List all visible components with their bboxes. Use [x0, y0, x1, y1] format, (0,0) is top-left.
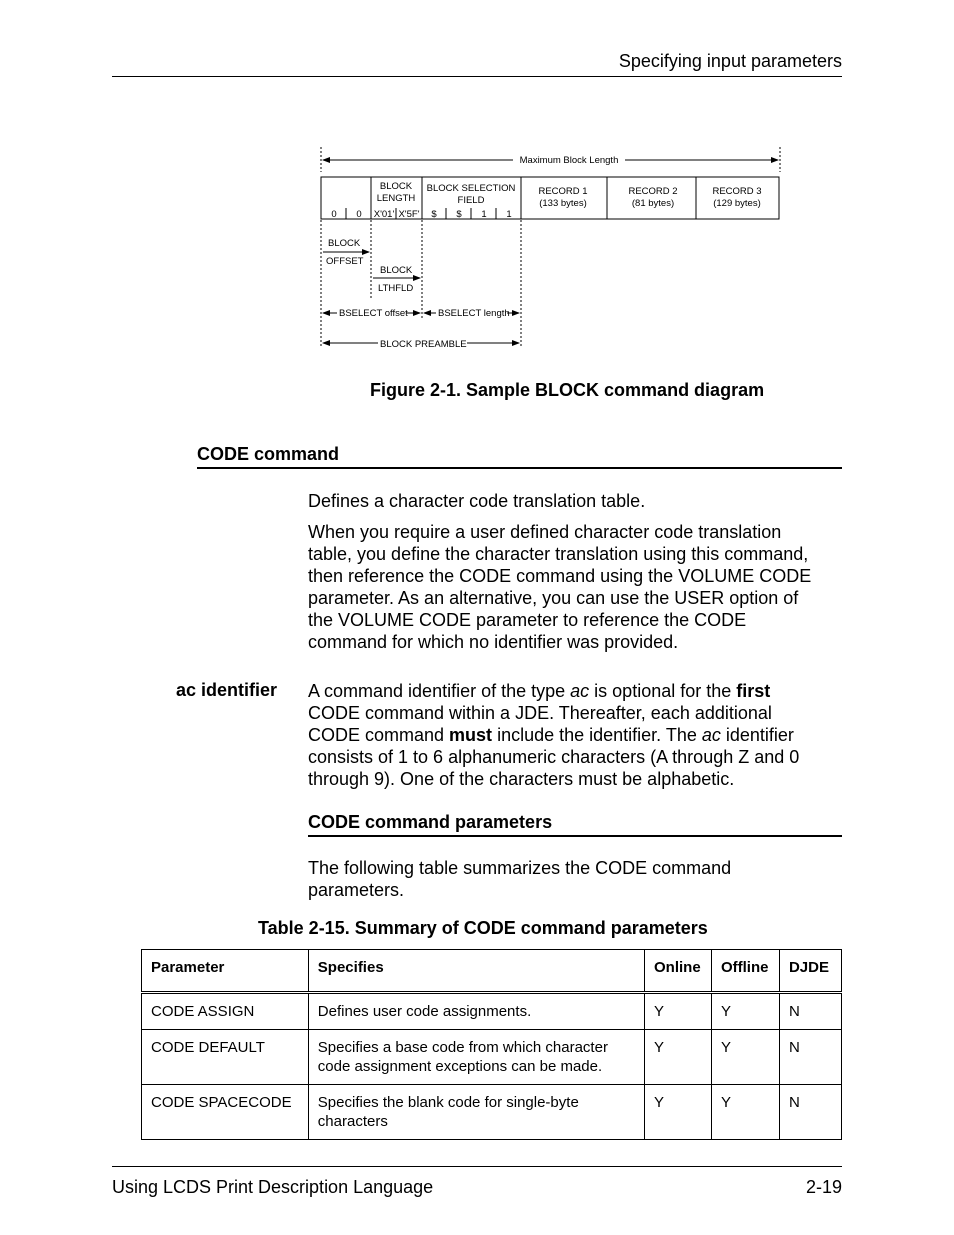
- text-line: The following table summarizes the CODE command: [308, 858, 732, 878]
- text-run: A command identifier of the type: [308, 681, 571, 701]
- text-line: consists of 1 to 6 alphanumeric characters (A through Z and 0: [308, 747, 800, 767]
- footer-title: Using LCDS Print Description Language: [112, 1177, 434, 1197]
- table-header-row: [142, 950, 842, 993]
- block-length-label-2: LENGTH: [376, 193, 416, 204]
- code-para-2: [308, 521, 848, 653]
- cell-parameter: CODE SPACECODE: [142, 1085, 309, 1140]
- byte-2: 0: [356, 209, 362, 220]
- block-lthfld-label: BLOCK: [380, 265, 413, 276]
- record-1-label: RECORD 1: [538, 186, 588, 197]
- record-2-label: RECORD 2: [628, 186, 678, 197]
- figure-caption: Figure 2-1. Sample BLOCK command diagram: [370, 380, 765, 400]
- block-selection-label: BLOCK SELECTION: [426, 183, 516, 194]
- cell-offline: Y: [711, 1085, 779, 1140]
- text-run: CODE command: [308, 725, 450, 745]
- record-3-size: (129 bytes): [713, 198, 761, 209]
- block-length-label: BLOCK: [379, 181, 413, 192]
- text-run: include the identifier. The: [492, 725, 702, 745]
- cell-djde: N: [779, 1085, 841, 1140]
- cell-specifies: Specifies the blank code for single-byte characters: [308, 1085, 644, 1140]
- text-line: through 9). One of the characters must be alphabetic.: [308, 769, 735, 789]
- running-header: Specifying input parameters: [618, 51, 842, 71]
- text-line: parameters.: [308, 880, 405, 900]
- section-rule: [197, 467, 842, 469]
- column-header: Parameter: [142, 950, 309, 993]
- text-run: ac: [701, 725, 721, 745]
- block-offset-label: BLOCK: [328, 238, 361, 249]
- text-line: parameter. As an alternative, you can use the USER option of: [308, 588, 799, 608]
- table-caption: Table 2-15. Summary of CODE command parameters: [258, 918, 708, 938]
- text-run: must: [449, 725, 493, 745]
- byte-7: 1: [481, 209, 487, 220]
- block-selection-label-2: FIELD: [457, 195, 485, 206]
- cell-parameter: CODE DEFAULT: [142, 1030, 309, 1085]
- block-command-diagram: [300, 140, 800, 360]
- cell-online: Y: [645, 993, 712, 1030]
- subsection-heading: CODE command parameters: [308, 812, 553, 832]
- code-description: [308, 490, 848, 512]
- section-heading: CODE command: [197, 444, 340, 464]
- byte-3: X'01': [373, 209, 395, 220]
- byte-4: X'5F': [398, 209, 420, 220]
- cell-online: Y: [645, 1085, 712, 1140]
- max-block-length-label: Maximum Block Length: [519, 155, 619, 166]
- text-run: ac: [570, 681, 590, 701]
- text-run: identifier: [720, 725, 794, 745]
- table-row: [142, 1030, 842, 1085]
- text-line: command for which no identifier was provided.: [308, 632, 679, 652]
- text-line: the VOLUME CODE parameter to reference the CODE: [308, 610, 747, 630]
- byte-1: 0: [331, 209, 337, 220]
- column-header: DJDE: [779, 950, 841, 993]
- column-header: Online: [645, 950, 712, 993]
- record-1-size: (133 bytes): [539, 198, 587, 209]
- record-2-size: (81 bytes): [631, 198, 675, 209]
- block-offset-label-2: OFFSET: [326, 256, 364, 267]
- subsection-rule: [308, 835, 842, 837]
- byte-8: 1: [506, 209, 512, 220]
- text-line: [308, 724, 848, 746]
- cell-specifies: Defines user code assignments.: [308, 993, 644, 1030]
- cell-offline: Y: [711, 993, 779, 1030]
- bselect-length-label: BSELECT length: [438, 308, 510, 319]
- cell-online: Y: [645, 1030, 712, 1085]
- text-run: is optional for the: [589, 681, 737, 701]
- cell-specifies: Specifies a base code from which character code assignment exceptions can be made.: [308, 1030, 644, 1085]
- text-line: CODE command within a JDE. Thereafter, each additional: [308, 703, 772, 723]
- byte-6: $: [456, 209, 462, 220]
- table-row: [142, 993, 842, 1030]
- text-line: table, you define the character translation using this command,: [308, 544, 809, 564]
- block-lthfld-label-2: LTHFLD: [378, 283, 414, 294]
- column-header: Specifies: [308, 950, 644, 993]
- text-line: When you require a user defined character code translation: [308, 522, 782, 542]
- text-line: [308, 680, 848, 702]
- column-header: Offline: [711, 950, 779, 993]
- text-line: then reference the CODE command using the VOLUME CODE: [308, 566, 812, 586]
- code-para-1: Defines a character code translation table.: [308, 491, 646, 511]
- cell-djde: N: [779, 1030, 841, 1085]
- ac-identifier-label: ac identifier: [176, 680, 278, 700]
- record-3-label: RECORD 3: [712, 186, 762, 197]
- code-parameters-table: [141, 949, 842, 1140]
- header-rule: [112, 76, 842, 77]
- block-preamble-label: BLOCK PREAMBLE: [380, 339, 467, 350]
- page-number: 2-19: [805, 1177, 842, 1197]
- params-intro: [308, 857, 848, 901]
- bselect-offset-label: BSELECT offset: [339, 308, 408, 319]
- table-row: [142, 1085, 842, 1140]
- cell-djde: N: [779, 993, 841, 1030]
- footer-rule: [112, 1166, 842, 1167]
- cell-offline: Y: [711, 1030, 779, 1085]
- ac-identifier-description: [308, 680, 848, 790]
- cell-parameter: CODE ASSIGN: [142, 993, 309, 1030]
- byte-5: $: [431, 209, 437, 220]
- text-run: first: [736, 681, 771, 701]
